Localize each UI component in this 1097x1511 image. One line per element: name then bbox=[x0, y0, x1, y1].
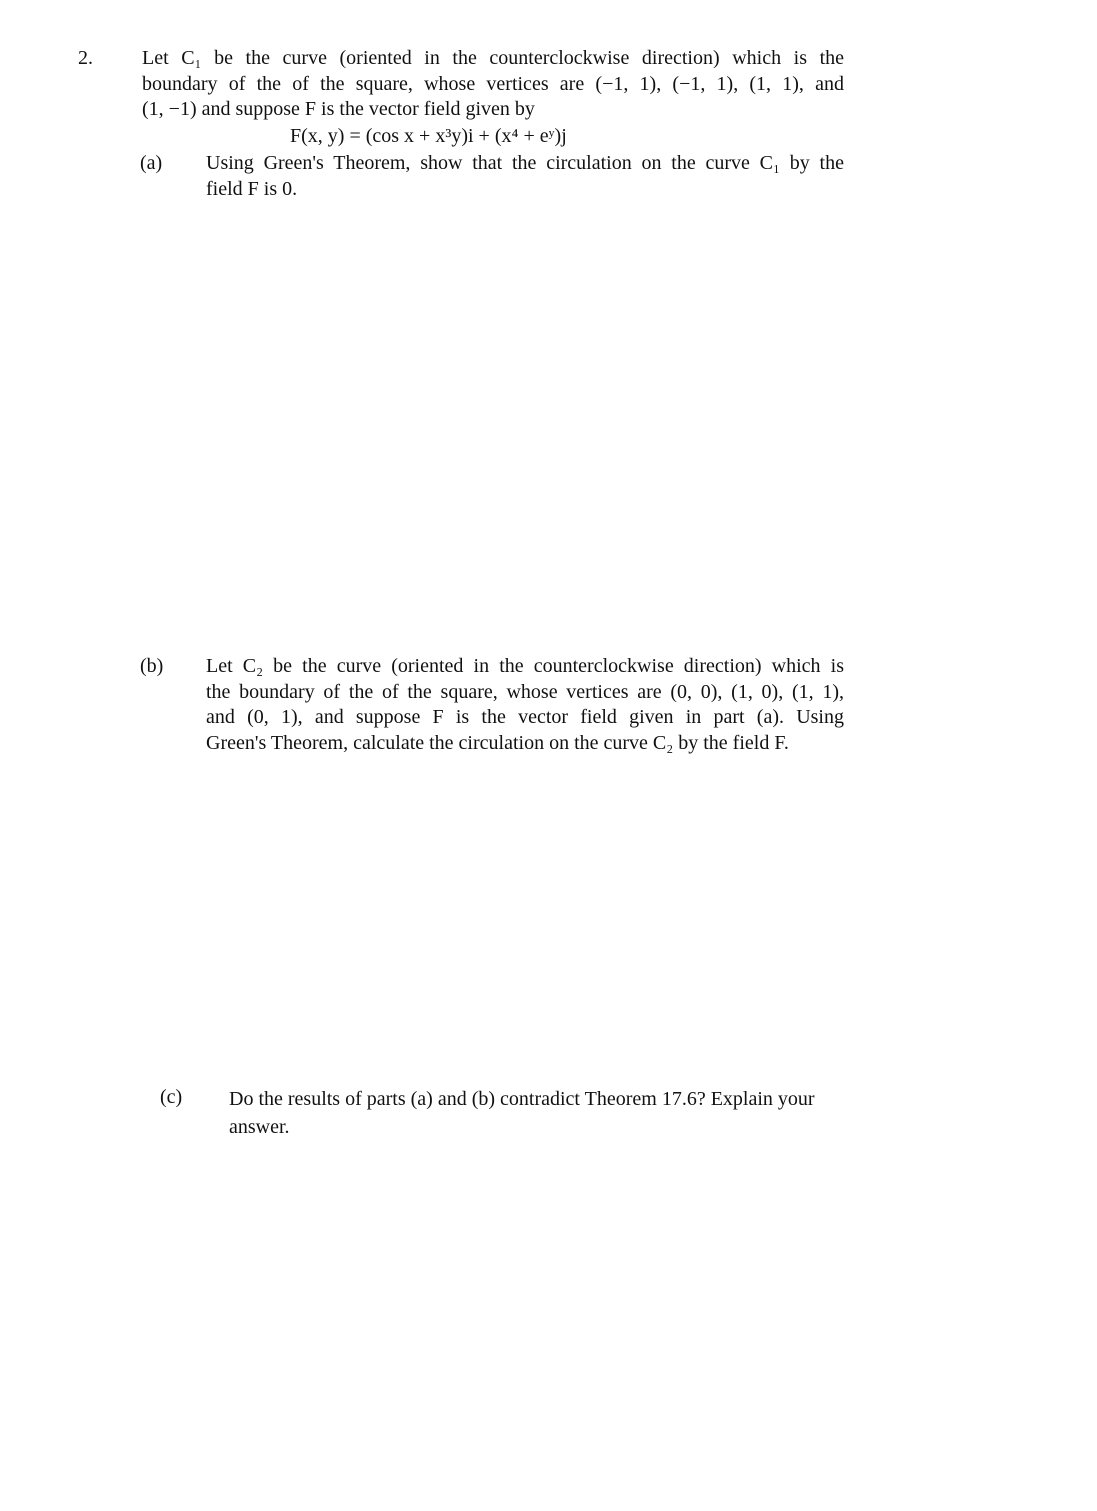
intro-line-3: (1, −1) and suppose F is the vector field given by bbox=[142, 98, 535, 120]
question-number: 2. bbox=[78, 47, 93, 69]
vector-field-formula: F(x, y) = (cos x + x³y)i + (x⁴ + eʸ)j bbox=[290, 125, 567, 147]
part-a-line-2: field F is 0. bbox=[206, 177, 298, 200]
part-b-line-2: the boundary of the of the square, whose vertices are (0, 0), (1, 0), (1, 1), bbox=[206, 680, 844, 703]
part-c-line-2: answer. bbox=[229, 1116, 290, 1138]
question-intro bbox=[142, 46, 844, 123]
part-c-label: (c) bbox=[160, 1086, 183, 1108]
part-b-text bbox=[206, 654, 844, 756]
part-b-line-4: Green's Theorem, calculate the circulation on the curve C₂ by the field F. bbox=[206, 731, 789, 754]
part-c-text bbox=[229, 1085, 889, 1141]
intro-line-1: Let C₁ be the curve (oriented in the counterclockwise direction) which is the bbox=[142, 47, 844, 69]
part-a-label: (a) bbox=[140, 152, 163, 174]
part-b-line-1: Let C₂ be the curve (oriented in the counterclockwise direction) which is bbox=[206, 655, 844, 677]
part-b-line-3: and (0, 1), and suppose F is the vector field given in part (a). Using bbox=[206, 706, 844, 728]
part-b-label: (b) bbox=[140, 655, 164, 677]
intro-line-2: boundary of the of the square, whose vertices are (−1, 1), (−1, 1), (1, 1), and bbox=[142, 72, 844, 95]
part-c-line-1: Do the results of parts (a) and (b) contradict Theorem 17.6? Explain your bbox=[229, 1088, 815, 1110]
part-a-text bbox=[206, 151, 844, 202]
part-a-line-1: Using Green's Theorem, show that the circulation on the curve C₁ by the bbox=[206, 152, 844, 174]
